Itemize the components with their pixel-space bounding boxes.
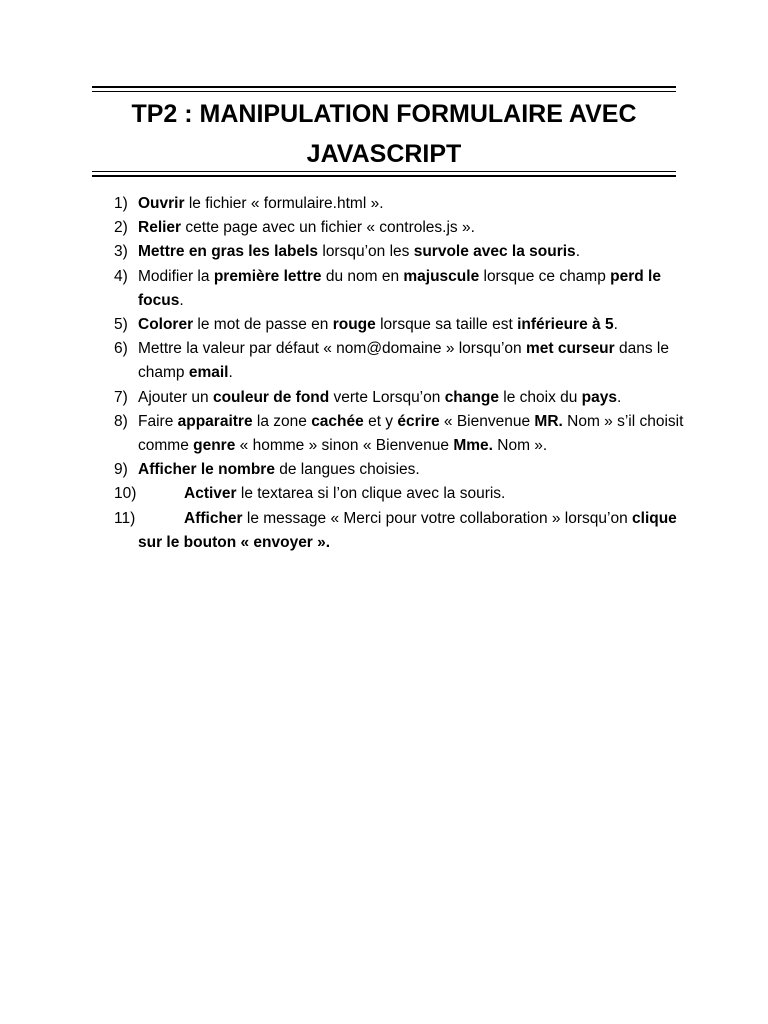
bold-text: majuscule [403,267,480,285]
bold-text: clique sur le bouton « envoyer ». [138,509,677,551]
page-title [92,94,676,174]
list-item-number: 6) [114,340,128,358]
list-item-number: 11) [114,509,136,527]
bold-text: Ouvrir [138,195,185,212]
list-item-number: 10) [114,485,137,503]
list-item [104,337,684,385]
list-item-number: 4) [114,267,128,285]
text-run: Modifier la [138,267,214,285]
bold-text: Relier [138,219,182,237]
bold-text: Afficher le nombre [138,461,275,479]
bold-text: survole avec la souris [413,243,576,261]
text-run: Ajouter un [138,388,213,406]
bold-text: Mme. [453,437,493,455]
list-item-text [138,507,684,555]
text-run: « homme » sinon « Bienvenue [235,437,454,455]
list-item-text [138,316,618,333]
bold-text: écrire [397,412,440,430]
list-item-text [138,268,661,309]
bold-text: pays [581,388,618,406]
text-run: . [613,316,618,334]
list-item-text [138,389,621,406]
text-run: . [617,388,622,406]
text-run: Mettre la valeur par défaut « nom@domaine » lorsqu’on [138,340,526,358]
text-run: lorsque sa taille est [375,316,518,334]
text-run: . [179,291,184,309]
task-list [104,192,684,555]
list-item-number: 2) [114,219,128,237]
title-rule-bottom [92,171,676,177]
bold-text: Activer [184,485,237,503]
bold-text: perd le focus [138,267,661,309]
bold-text: couleur de fond [212,388,330,406]
list-item [104,240,684,264]
title-line-2: JAVASCRIPT [306,140,462,168]
bold-text: met curseur [525,340,615,358]
text-run: lorsque ce champ [479,267,611,285]
bold-text: Afficher [184,509,243,527]
bold-text: genre [193,437,236,455]
text-run: cette page avec un fichier « controles.js ». [181,219,475,237]
bold-text: première lettre [213,267,322,285]
list-item [104,265,684,313]
list-item-text [138,219,475,236]
bold-text: apparaitre [177,412,253,430]
text-run: lorsqu’on les [318,243,414,261]
text-run: . [228,364,233,382]
text-run: le choix du [498,388,582,406]
bold-text: change [444,388,499,406]
bold-text: cachée [311,412,364,430]
text-run: et y [363,412,398,430]
title-rule-top [92,86,676,92]
list-item-text [138,461,420,478]
list-item-number: 9) [114,461,128,479]
text-run: . [575,243,580,261]
text-run: du nom en [321,267,404,285]
text-run: verte Lorsqu’on [329,388,445,406]
text-run: dans le champ [138,340,669,382]
list-item [104,192,684,216]
list-item-number: 5) [114,316,128,334]
text-run: le message « Merci pour votre collaboration » lorsqu’on [242,509,633,527]
bold-text: Mettre en gras les labels [138,243,319,261]
list-item-text [138,195,384,212]
text-run: « Bienvenue [439,412,535,430]
list-item-number: 8) [114,412,128,430]
list-item [104,410,684,458]
list-item-number: 1) [114,195,128,212]
bold-text: Colorer [138,316,194,334]
text-run: Nom ». [492,437,548,455]
text-run: la zone [252,412,312,430]
title-line-1: TP2 : MANIPULATION FORMULAIRE AVEC [131,100,637,128]
bold-text: email [188,364,229,382]
text-run: le mot de passe en [193,316,333,334]
list-item-number: 3) [114,243,128,261]
list-item-text [138,243,580,260]
text-run: le fichier « formulaire.html ». [184,195,384,212]
list-item-text [138,413,683,454]
list-item-number: 7) [114,388,128,406]
text-run: Nom » s’il choisit comme [138,412,684,455]
bold-text: MR. [534,412,563,430]
text-run: le textarea si l’on clique avec la souris. [236,485,506,503]
list-item [104,458,684,482]
list-item [104,313,684,337]
bold-text: rouge [332,316,376,334]
list-item-text [138,482,684,506]
text-run: de langues choisies. [274,461,420,479]
list-item [104,216,684,240]
list-item [104,507,684,555]
list-item [104,482,684,506]
bold-text: inférieure à 5 [517,316,614,334]
text-run: Faire [138,412,178,430]
list-item [104,386,684,410]
list-item-text [138,340,669,381]
